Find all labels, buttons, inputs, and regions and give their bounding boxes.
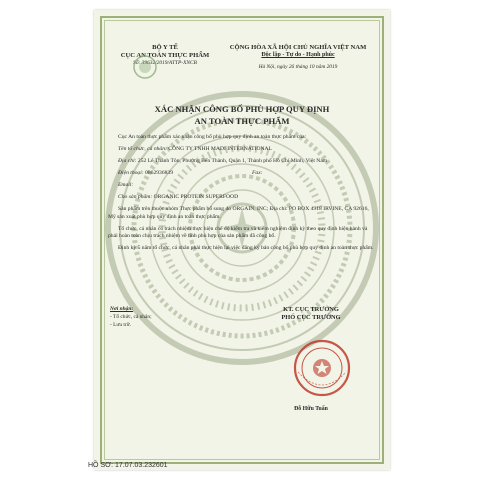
- official-red-seal-icon: [292, 338, 352, 398]
- phone-field: [108, 170, 242, 178]
- document-title: [108, 104, 376, 127]
- document-footer: [108, 306, 376, 436]
- renewal-paragraph: Định kỳ 5 năm tổ chức, cá nhân phải thực hiện lại việc đăng ký bản công bố phù hợp quy định an toàn thực phẩm.: [118, 245, 374, 252]
- fax-field: [242, 170, 376, 178]
- department-stamp-icon: [132, 54, 158, 80]
- document-number: Số: 39632/2019/ATTP-XNCB: [133, 60, 197, 67]
- product-label: Cho sản phẩm:: [118, 193, 153, 200]
- recipient-item-1: - Tổ chức, cá nhân;: [110, 313, 152, 320]
- fax-label: Fax:: [252, 169, 263, 176]
- product-field: [108, 194, 376, 202]
- org-field: [108, 146, 376, 154]
- signature-block: [248, 306, 374, 323]
- department-name: CỤC AN TOÀN THỰC PHẨM: [120, 52, 210, 60]
- signer-title-2: PHÓ CỤC TRƯỞNG: [281, 314, 341, 322]
- phone-fax-row: [108, 170, 376, 178]
- org-label: Tên tổ chức, cá nhân:: [118, 145, 167, 152]
- address-label: Địa chỉ:: [118, 157, 137, 164]
- signer-title-1: KT. CỤC TRƯỞNG: [283, 306, 339, 313]
- certificate-sheet: [94, 10, 390, 470]
- email-label: Email:: [118, 181, 134, 188]
- recipients-heading: Nơi nhận:: [110, 306, 134, 312]
- certificate-content: [108, 44, 376, 454]
- national-motto: Độc lập - Tự do - Hạnh phúc: [261, 52, 335, 59]
- intro-text: Cục An toàn thực phẩm xác nhận công bố phù hợp quy định an toàn thực phẩm của:: [118, 134, 307, 140]
- recipient-item-2: - Lưu trữ.: [110, 321, 131, 328]
- ministry-name: BỘ Y TẾ: [152, 44, 178, 51]
- recipients-block: [110, 306, 152, 329]
- country-name: CỘNG HÒA XÃ HỘI CHỦ NGHĨA VIỆT NAM: [229, 44, 367, 51]
- phone-label: Điện thoại:: [118, 169, 144, 176]
- product-value: ORGANIC PROTEIN SUPERFOOD: [153, 193, 239, 200]
- national-header: [220, 44, 376, 70]
- document-body: [108, 134, 376, 257]
- address-value: 252 Lê Thánh Tôn, Phường Bến Thành, Quận 1, Thành phố Hồ Chí Minh, Việt Nam: [137, 157, 328, 164]
- record-number: HỒ SƠ: 17.07.03.232601: [88, 462, 168, 469]
- title-line-1: XÁC NHẬN CÔNG BỐ PHÙ HỢP QUY ĐỊNH: [154, 104, 330, 114]
- org-value: CÔNG TY TNHH MADI INTERNATIONAL: [168, 145, 272, 152]
- phone-value: 0862936839: [145, 169, 174, 176]
- manufacturer-paragraph: Sản phẩm trên thuộc nhóm Thực phẩm bổ sung do ORGAIN, INC; Địa chỉ: PO BOX 4918 IRVINE, CA 92616, Mỹ sản xuất phù hợp quy định an toàn thực phẩm.: [108, 205, 369, 220]
- email-field: [108, 182, 376, 190]
- place-date: Hà Nội, ngày 26 tháng 10 năm 2019: [258, 63, 338, 70]
- signer-name: Đỗ Hữu Tuấn: [294, 406, 328, 412]
- responsibility-paragraph: Tổ chức, cá nhân có trách nhiệm thực hiện chế độ kiểm tra và kiểm nghiệm định kỳ theo quy định hiện hành và phải hoàn toàn chịu trách nhiệm về tính phù hợp của sản phẩm đã công bố.: [108, 225, 368, 240]
- title-line-2: AN TOÀN THỰC PHẨM: [194, 115, 290, 126]
- issuer-header: [110, 44, 220, 67]
- address-field: [108, 158, 376, 166]
